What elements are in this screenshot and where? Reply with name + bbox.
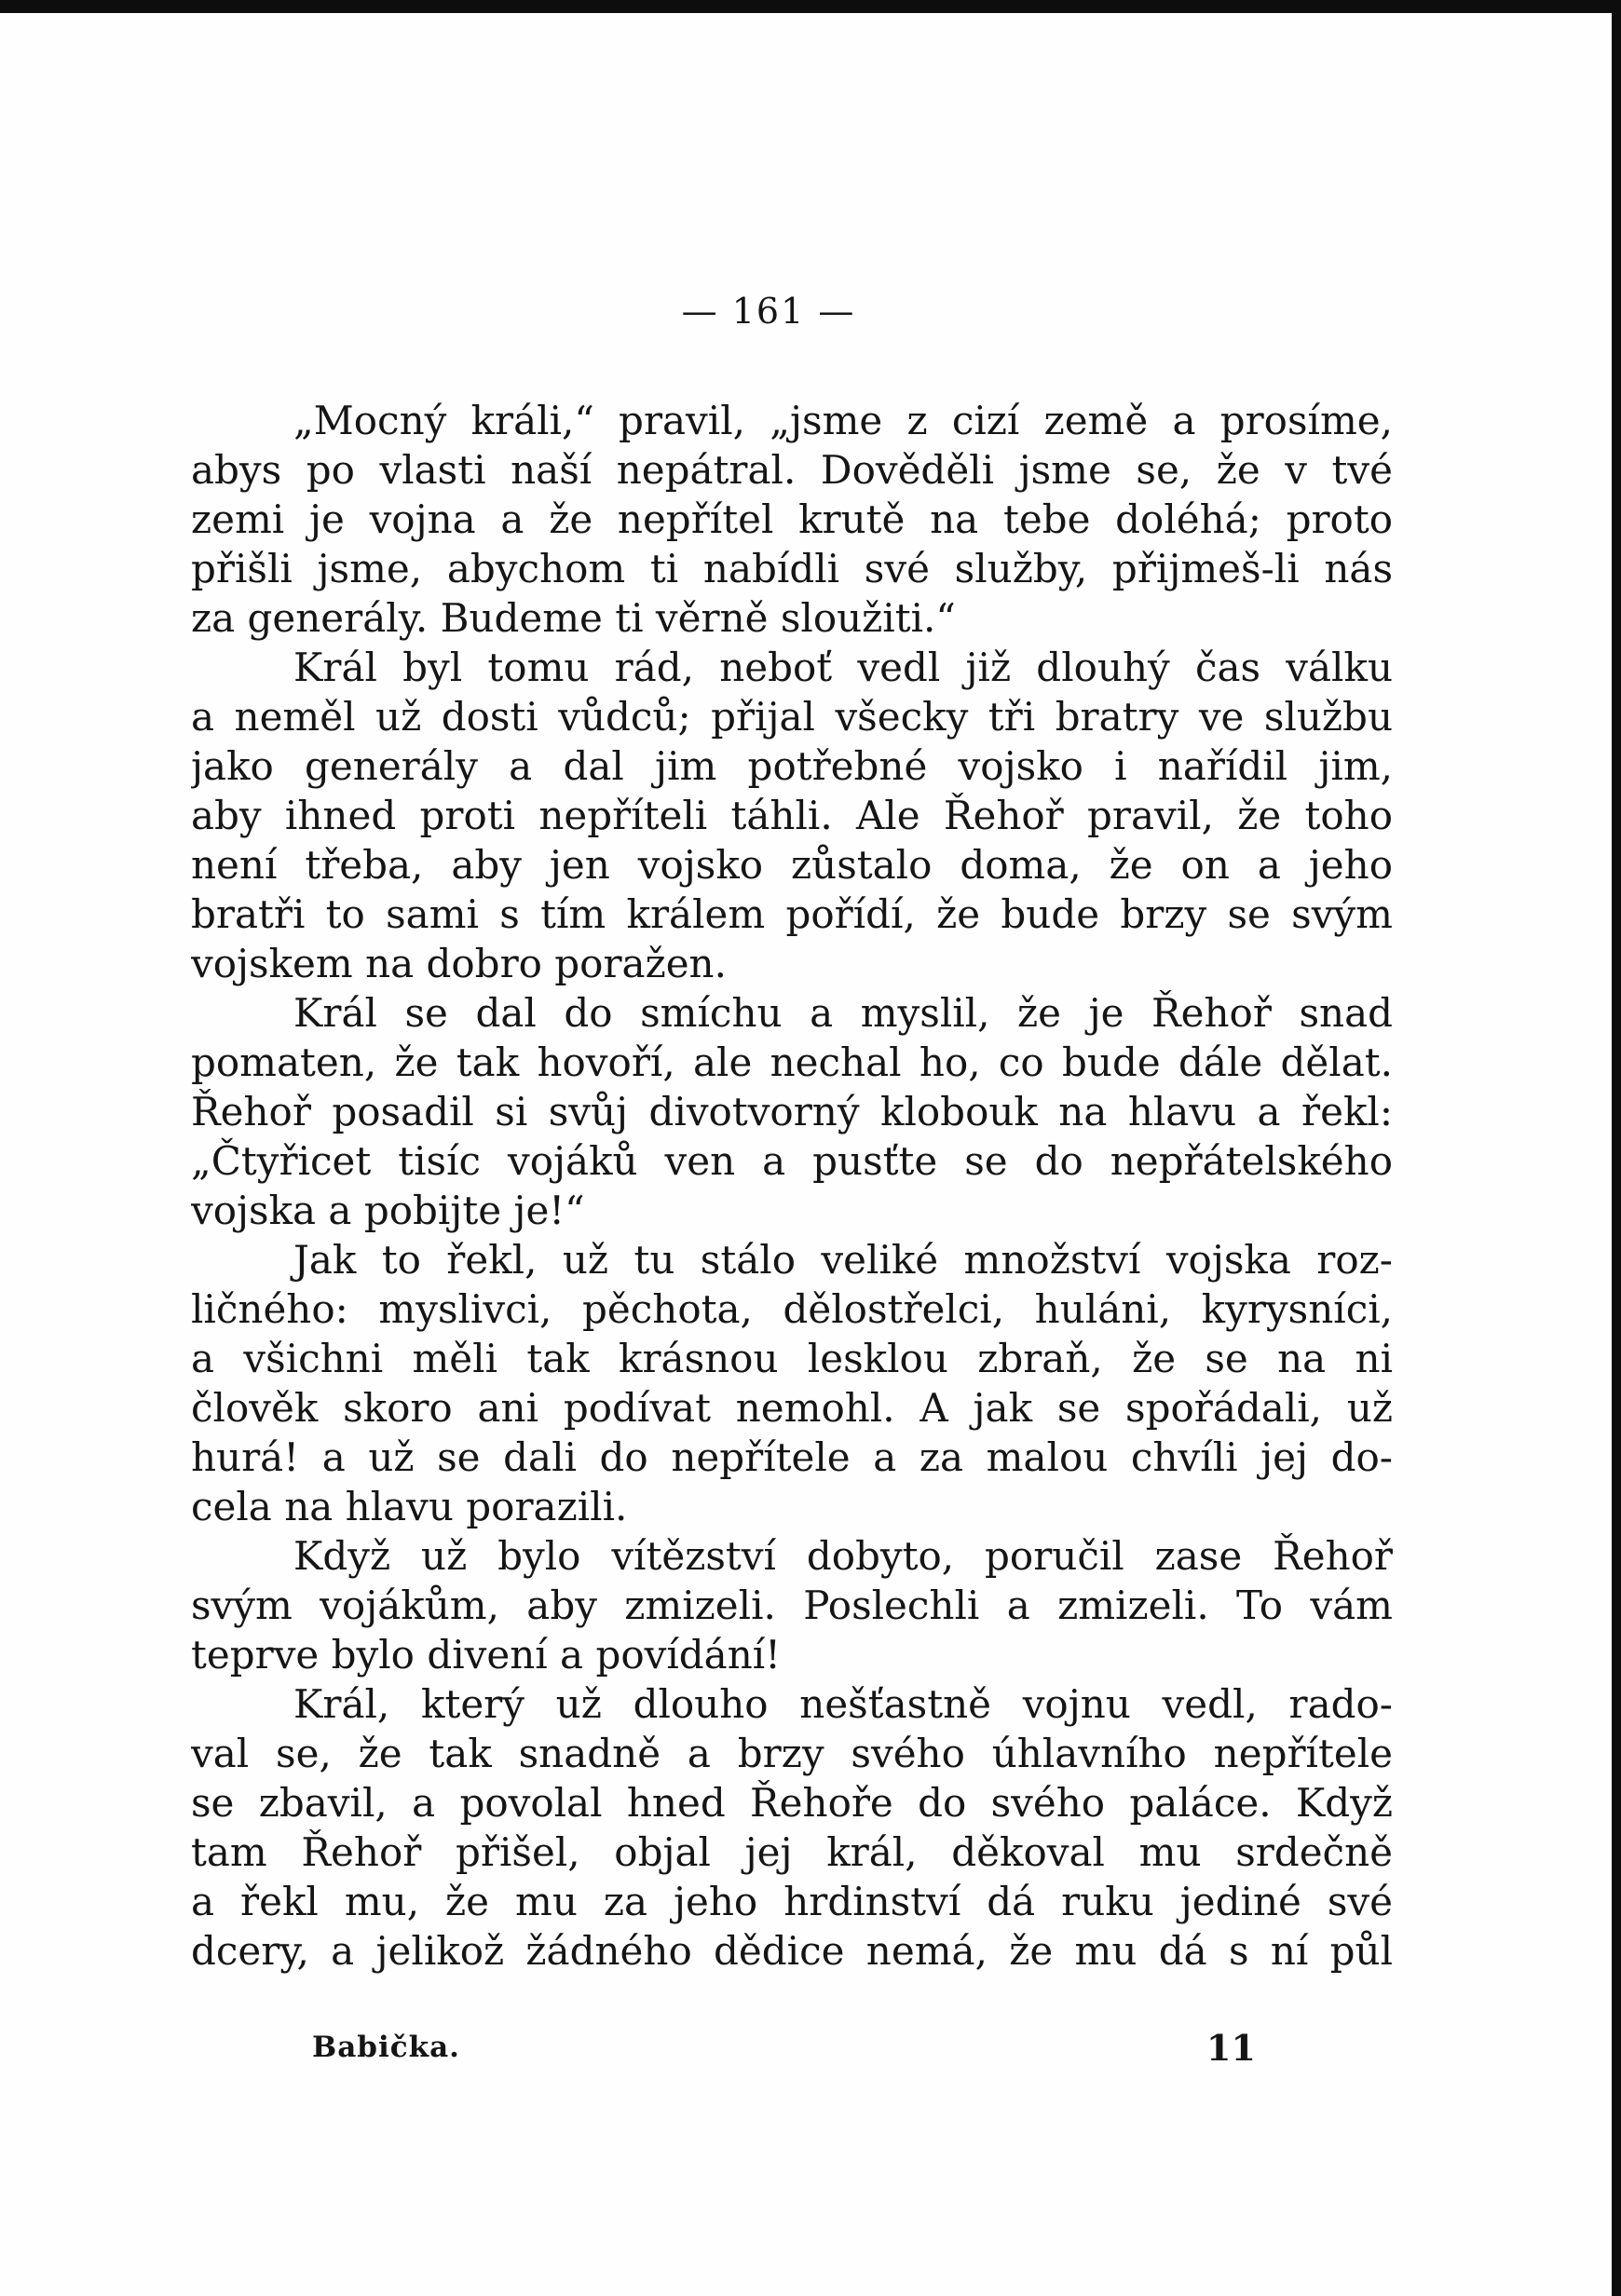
- text-line: jako generály a dal jim potřebné vojsko i nařídil jim,: [191, 743, 1393, 789]
- text-line: vojskem na dobro poražen.: [191, 941, 727, 986]
- text-line: Řehoř posadil si svůj divotvorný klobouk na hlavu a řekl:: [191, 1089, 1393, 1134]
- text-line: cela na hlavu porazili.: [191, 1484, 628, 1529]
- text-line: vojska a pobijte je!“: [191, 1188, 585, 1233]
- text-line: Král, který už dlouho nešťastně vojnu vedl, rado-: [293, 1681, 1393, 1727]
- text-line: a všichni měli tak krásnou lesklou zbraň, že se na ni: [191, 1336, 1393, 1381]
- text-line: aby ihned proti nepříteli táhli. Ale Řehoř pravil, že toho: [191, 793, 1393, 838]
- text-line: Král se dal do smíchu a myslil, že je Řehoř snad: [293, 990, 1393, 1036]
- text-line: „Mocný králi,“ pravil, „jsme z cizí země a prosíme,: [293, 398, 1393, 443]
- text-line: Král byl tomu rád, neboť vedl již dlouhý čas válku: [293, 645, 1393, 690]
- scan-edge-top: [0, 0, 1621, 13]
- body-text: [191, 396, 1393, 1976]
- text-line: ličného: myslivci, pěchota, dělostřelci, huláni, kyrysníci,: [191, 1286, 1393, 1332]
- text-line: abys po vlasti naší nepátral. Dověděli jsme se, že v tvé: [191, 447, 1393, 493]
- text-line: bratři to sami s tím králem pořídí, že bude brzy se svým: [191, 891, 1393, 937]
- text-line: člověk skoro ani podívat nemohl. A jak se spořádali, už: [191, 1385, 1393, 1431]
- text-line: tam Řehoř přišel, objal jej král, děkoval mu srdečně: [191, 1829, 1393, 1875]
- text-line: za generály. Budeme ti věrně sloužiti.“: [191, 595, 956, 641]
- text-line: pomaten, že tak hovoří, ale nechal ho, co bude dále dělat.: [191, 1039, 1393, 1085]
- text-line: zemi je vojna a že nepřítel krutě na tebe doléhá; proto: [191, 496, 1393, 542]
- scan-edge-right: [1612, 0, 1621, 2296]
- page-footer: [312, 2027, 1256, 2077]
- text-line: a řekl mu, že mu za jeho hrdinství dá ruku jediné své: [191, 1879, 1393, 1924]
- text-line: přišli jsme, abychom ti nabídli své služby, přijmeš-li nás: [191, 546, 1393, 591]
- text-line: svým vojákům, aby zmizeli. Poslechli a zmizeli. To vám: [191, 1583, 1393, 1628]
- text-line: není třeba, aby jen vojsko zůstalo doma, že on a jeho: [191, 842, 1393, 888]
- text-line: dcery, a jelikož žádného dědice nemá, že mu dá s ní půl: [191, 1928, 1393, 1974]
- text-line: Když už bylo vítězství dobyto, poručil zase Řehoř: [293, 1533, 1393, 1579]
- page-number: — 161 —: [681, 291, 856, 332]
- text-line: hurá! a už se dali do nepřítele a za malou chvíli jej do-: [191, 1434, 1393, 1480]
- text-line: se zbavil, a povolal hned Řehoře do svého paláce. Když: [191, 1780, 1393, 1826]
- footer-sheet-mark: 11: [1206, 2027, 1256, 2069]
- text-line: Jak to řekl, už tu stálo veliké množství vojska roz-: [293, 1237, 1393, 1283]
- text-line: a neměl už dosti vůdců; přijal všecky tři bratry ve službu: [191, 694, 1393, 740]
- footer-signature: Babička.: [312, 2031, 460, 2064]
- text-line: teprve bylo divení a povídání!: [191, 1632, 782, 1678]
- text-line: val se, že tak snadně a brzy svého úhlavního nepřítele: [191, 1731, 1393, 1776]
- text-line: „Čtyřicet tisíc vojáků ven a pusťte se do nepřátelského: [191, 1138, 1393, 1184]
